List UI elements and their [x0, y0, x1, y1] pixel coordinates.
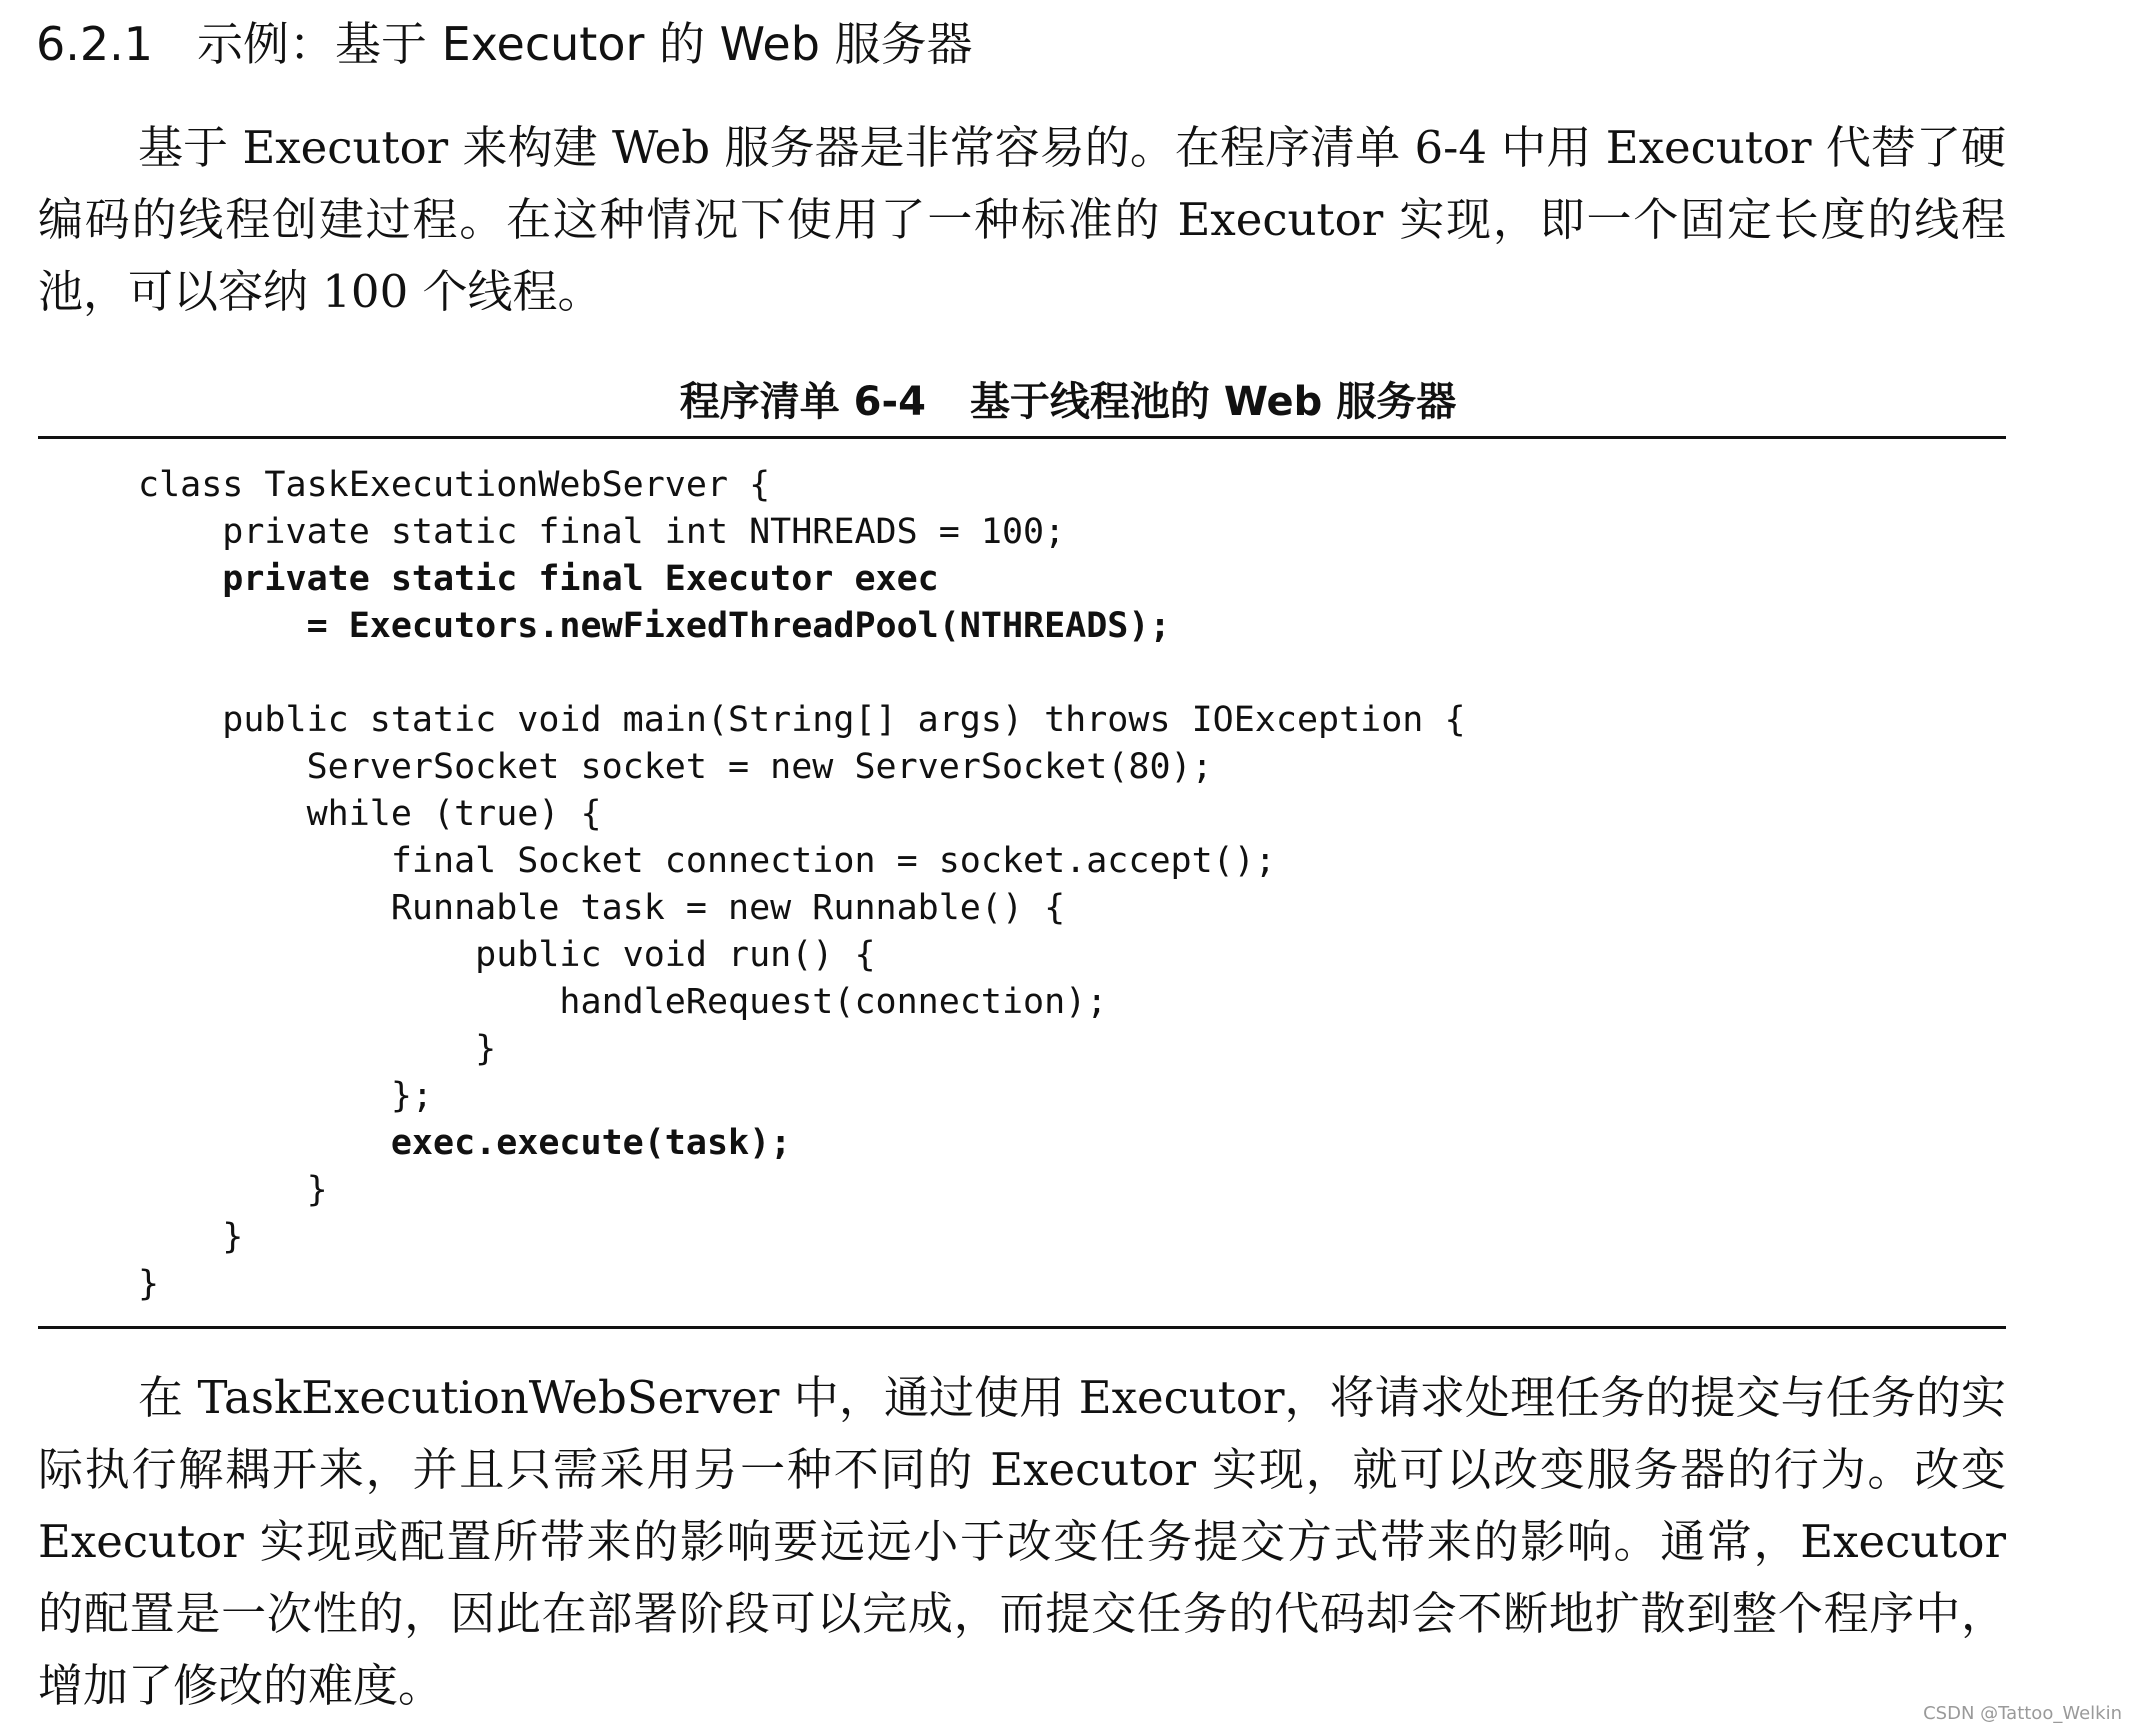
code-line: } [138, 1217, 244, 1257]
code-line: public static void main(String[] args) throws IOException { [138, 700, 1466, 740]
code-line [138, 650, 1466, 697]
code-line: class TaskExecutionWebServer { [138, 465, 771, 505]
listing-bottom-rule [38, 1326, 2006, 1329]
code-line: final Socket connection = socket.accept(); [138, 841, 1276, 881]
watermark: CSDN @Tattoo_Welkin [1923, 1703, 2122, 1724]
code-line: private static final Executor exec [138, 559, 939, 599]
code-line: } [138, 1170, 328, 1210]
code-line: handleRequest(connection); [138, 982, 1108, 1022]
listing-title: 基于线程池的 Web 服务器 [969, 379, 1457, 425]
section-title: 示例：基于 Executor 的 Web 服务器 [197, 17, 973, 71]
code-line: } [138, 1029, 497, 1069]
code-line: while (true) { [138, 794, 602, 834]
listing-number: 程序清单 6-4 [679, 379, 926, 425]
explanation-paragraph: 在 TaskExecutionWebServer 中，通过使用 Executor，将请求处理任务的提交与任务的实际执行解耦开来，并且只需采用另一种不同的 Executor 实现，就可以改变服务器的行为。改变 Executor 实现或配置所带来的影响要远远小于改变任务提交方式带来的影响。通常，Executor 的配置是一次性的，因此在部署阶段可以完成，而提交任务的代码却会不断地扩散到整个程序中，增加了修改的难度。 [38, 1371, 2006, 1712]
code-line: Runnable task = new Runnable() { [138, 888, 1066, 928]
listing-top-rule [38, 436, 2006, 439]
code-line: public void run() { [138, 935, 876, 975]
intro-paragraph: 基于 Executor 来构建 Web 服务器是非常容易的。在程序清单 6-4 中用 Executor 代替了硬编码的线程创建过程。在这种情况下使用了一种标准的 Executor 实现，即一个固定长度的线程池，可以容纳 100 个线程。 [38, 121, 2006, 318]
code-line: }; [138, 1076, 434, 1116]
code-line: = Executors.newFixedThreadPool(NTHREADS); [138, 606, 1171, 646]
code-line: ServerSocket socket = new ServerSocket(80); [138, 747, 1213, 787]
section-heading [36, 12, 973, 76]
code-line: private static final int NTHREADS = 100; [138, 512, 1066, 552]
code-listing [138, 462, 1466, 1308]
code-line: } [138, 1264, 160, 1304]
listing-caption [0, 372, 2136, 432]
code-line: exec.execute(task); [138, 1123, 792, 1163]
section-number: 6.2.1 [36, 17, 154, 71]
